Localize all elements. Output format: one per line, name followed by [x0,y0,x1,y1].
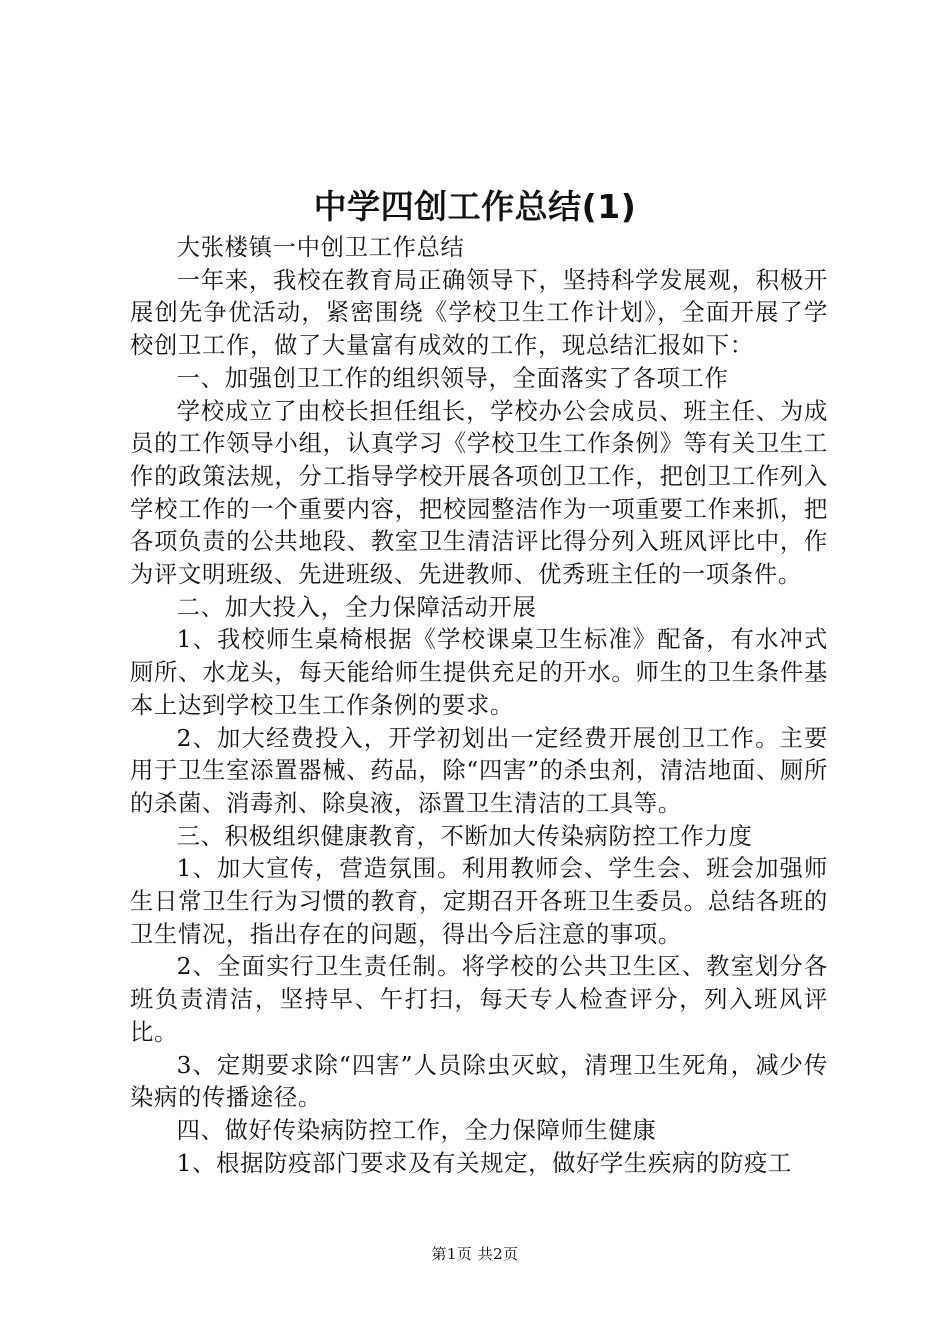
section-heading-4: 四、做好传染病防控工作，全力保障师生健康 [176,1116,657,1144]
paragraph-section-1: 学校成立了由校长担任组长，学校办公会成员、班主任、为成员的工作领导小组，认真学习《学校卫生工作条例》等有关卫生工作的政策法规，分工指导学校开展各项创卫工作，把创卫工作列入学校工作的一个重要内容，把校园整洁作为一项重要工作来抓，把各项负责的公共地段、教室卫生清洁评比得分列入班风评比中，作为评文明班级、先进班级、先进教师、优秀班主任的一项条件。 [130,397,828,589]
paragraph-item: 2、加大经费投入，开学初划出一定经费开展创卫工作。主要用于卫生室添置器械、药品，除“四害”的杀虫剂，清洁地面、厕所的杀菌、消毒剂、除臭液，添置卫生清洁的工具等。 [130,724,828,817]
paragraph-item: 2、全面实行卫生责任制。将学校的公共卫生区、教室划分各班负责清洁，坚持早、午打扫，每天专人检查评分，列入班风评比。 [130,953,828,1046]
document-title: 中学四创工作总结(1) [313,187,637,226]
paragraph-intro: 一年来，我校在教育局正确领导下，坚持科学发展观，积极开展创先争优活动，紧密围绕《学校卫生工作计划》，全面开展了学校创卫工作，做了大量富有成效的工作，现总结汇报如下： [130,266,828,360]
section-heading-3: 三、积极组织健康教育，不断加大传染病防控工作力度 [176,822,753,850]
paragraph-item: 1、加大宣传，营造氛围。利用教师会、学生会、班会加强师生日常卫生行为习惯的教育，定期召开各班卫生委员。总结各班的卫生情况，指出存在的问题，得出今后注意的事项。 [130,855,828,948]
paragraph-item: 1、我校师生桌椅根据《学校课桌卫生标准》配备，有水冲式厕所、水龙头，每天能给师生提供充足的开水。师生的卫生条件基本上达到学校卫生工作条例的要求。 [130,626,828,719]
page-footer: 第1页 共2页 [431,1245,519,1263]
section-heading-2: 二、加大投入，全力保障活动开展 [176,593,537,621]
section-heading-1: 一、加强创卫工作的组织领导，全面落实了各项工作 [176,364,729,392]
paragraph-subtitle: 大张楼镇一中创卫工作总结 [176,234,465,261]
paragraph-item: 3、定期要求除“四害”人员除虫灭蚊，清理卫生死角，减少传染病的传播途径。 [130,1051,828,1112]
paragraph-item: 1、根据防疫部门要求及有关规定，做好学生疾病的防疫工 [176,1149,793,1177]
document-body [130,232,828,1180]
